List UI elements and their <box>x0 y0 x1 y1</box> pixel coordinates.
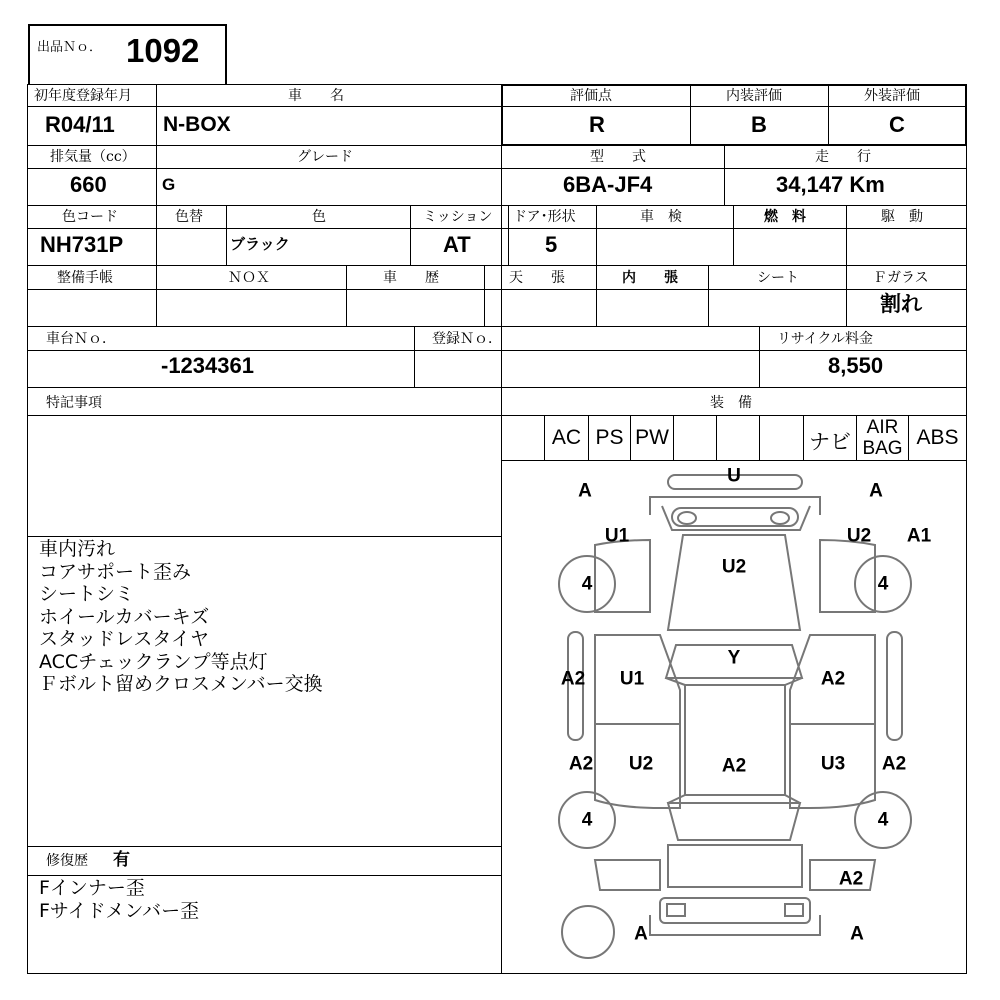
damage-mark: A <box>869 480 883 502</box>
sunroof-label: 天 張 <box>509 270 565 286</box>
mileage-label: 走 行 <box>815 149 871 165</box>
note-line: シートシミ <box>39 583 135 605</box>
door-value: 5 <box>545 232 558 257</box>
reg-label: 登録Ｎｏ． <box>432 331 502 347</box>
score-value: R <box>589 112 605 137</box>
note-line: 車内汚れ <box>39 538 116 560</box>
mission-value: AT <box>443 232 471 257</box>
equipment-navi: ナビ <box>809 431 851 454</box>
exterior-value: C <box>889 112 905 137</box>
damage-mark: A <box>578 480 592 502</box>
tire-rating: 4 <box>581 573 593 595</box>
grade-value: G <box>162 175 176 194</box>
first-reg-label: 初年度登録年月 <box>34 88 132 104</box>
car-name-value: N-BOX <box>163 113 231 136</box>
damage-mark: U2 <box>846 525 872 547</box>
color-value: ブラック <box>230 235 290 253</box>
equipment-ac: AC <box>551 426 582 449</box>
damage-mark: A2 <box>560 668 586 690</box>
repair-label: 修復歴 <box>46 853 88 869</box>
damage-mark: A1 <box>906 525 932 547</box>
damage-mark: A <box>634 923 648 945</box>
exterior-label: 外装評価 <box>864 88 920 104</box>
glass-label: Ｆガラス <box>873 270 929 286</box>
color-label: 色 <box>312 209 326 225</box>
damage-mark: U2 <box>628 753 654 775</box>
tire-rating: 4 <box>877 809 889 831</box>
inspection-label: 車 検 <box>640 209 682 225</box>
mileage-value: 34,147 Km <box>776 172 885 197</box>
recycle-label: リサイクル料金 <box>777 331 874 347</box>
mission-label: ミッション <box>423 209 493 225</box>
damage-mark: U <box>727 465 741 487</box>
damage-mark: A2 <box>881 753 907 775</box>
maintenance-label: 整備手帳 <box>57 270 113 286</box>
inner-label: 内 張 <box>622 270 678 286</box>
model-value: 6BA-JF4 <box>563 172 653 197</box>
car-name-label: 車 名 <box>288 88 344 104</box>
glass-value: 割れ <box>880 292 922 316</box>
interior-value: B <box>751 112 767 137</box>
damage-mark: U1 <box>619 668 645 690</box>
lot-label: 出品Ｎｏ． <box>37 40 103 55</box>
damage-mark: A2 <box>820 668 846 690</box>
model-label: 型 式 <box>590 149 646 165</box>
note-line: ACCチェックランプ等点灯 <box>39 650 268 673</box>
repair-line: Fインナー歪 <box>39 877 145 899</box>
displacement-label: 排気量（cc） <box>50 149 136 165</box>
notes-list <box>39 538 494 696</box>
interior-label: 内装評価 <box>726 88 782 104</box>
damage-mark: Y <box>727 647 741 669</box>
drive-label: 駆 動 <box>881 209 923 225</box>
chassis-value: -1234361 <box>161 353 254 378</box>
equipment-abs: ABS <box>916 426 959 449</box>
tire-rating: 4 <box>877 573 889 595</box>
history-label: 車 歴 <box>383 270 439 286</box>
damage-mark: A2 <box>838 868 864 890</box>
equipment-label: 装 備 <box>710 395 752 411</box>
damage-mark: A2 <box>568 753 594 775</box>
color-code-value: NH731P <box>40 232 124 257</box>
repair-line: Fサイドメンバー歪 <box>39 899 200 922</box>
grade-label: グレード <box>297 149 353 165</box>
damage-mark: U2 <box>721 556 747 578</box>
seat-label: シート <box>757 270 799 286</box>
lot-number: 1092 <box>126 32 200 69</box>
damage-mark: U1 <box>604 525 630 547</box>
note-line: Ｆボルト留めクロスメンバー交換 <box>39 673 323 695</box>
color-code-label: 色コード <box>62 209 118 225</box>
note-line: ホイールカバーキズ <box>39 605 210 628</box>
note-line: スタッドレスタイヤ <box>39 628 210 650</box>
equipment-pw: PW <box>635 426 669 449</box>
note-line: コアサポート歪み <box>39 560 192 583</box>
repair-value: 有 <box>113 850 130 870</box>
notes-label: 特記事項 <box>46 395 102 411</box>
sheet-frame <box>27 84 967 974</box>
nox-label: ＮＯＸ <box>228 270 270 286</box>
door-label: ドア･形状 <box>513 209 576 225</box>
recycle-value: 8,550 <box>828 353 884 378</box>
fuel-label: 燃 料 <box>764 209 806 225</box>
damage-mark: A2 <box>721 755 747 777</box>
tire-rating: 4 <box>581 809 593 831</box>
first-reg-value: R04/11 <box>45 112 115 137</box>
equipment-airbag: AIR BAG <box>862 417 903 459</box>
equipment-ps: PS <box>595 426 624 449</box>
chassis-label: 車台Ｎｏ． <box>46 331 116 347</box>
displacement-value: 660 <box>70 172 107 197</box>
repaint-label: 色替 <box>175 209 203 225</box>
score-label: 評価点 <box>570 88 612 104</box>
repair-list <box>39 877 494 922</box>
damage-mark: U3 <box>820 753 846 775</box>
damage-mark: A <box>850 923 864 945</box>
